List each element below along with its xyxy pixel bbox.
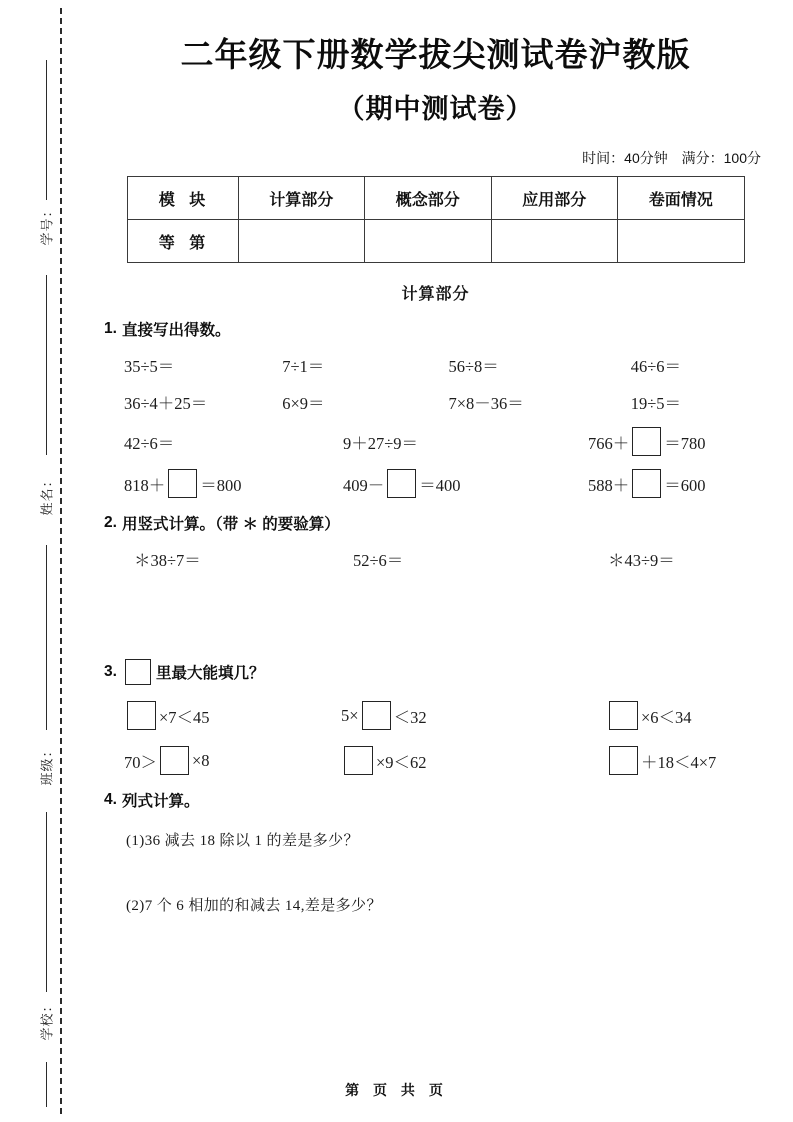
expr-prefix: 818＋ — [124, 475, 166, 495]
exam-meta — [78, 148, 793, 168]
inequality-tail: ×8 — [192, 750, 210, 770]
inequality-head: 5× — [341, 705, 359, 725]
dashed-cut-line — [60, 8, 62, 1114]
inequality-item — [293, 746, 510, 775]
answer-blank-box[interactable] — [609, 746, 638, 775]
exam-total-score: 满分：100分 — [681, 150, 761, 167]
binding-margin-rail — [0, 0, 78, 1122]
rail-solid-segment — [46, 812, 47, 992]
question-1 — [78, 318, 793, 498]
score-table-header-presentation: 卷面情况 — [618, 177, 745, 220]
expr-item-with-blank — [530, 469, 775, 498]
inequality-tail: ×9＜62 — [376, 752, 427, 772]
score-cell-concept[interactable] — [365, 220, 492, 263]
expr-prefix: 588＋ — [588, 475, 630, 495]
question-1-row-3 — [104, 427, 775, 456]
answer-blank-box[interactable] — [344, 746, 373, 775]
expr-item: 46÷6＝ — [630, 357, 682, 377]
answer-blank-box[interactable] — [609, 701, 638, 730]
question-1-row-1 — [104, 353, 775, 377]
expr-item: 56÷8＝ — [448, 357, 499, 377]
page-footer: 第 页 共 页 — [345, 1082, 448, 1098]
page-subtitle: （期中测试卷） — [337, 94, 534, 125]
expr-item: 36÷4＋25＝ — [124, 394, 208, 414]
score-table-header-concept: 概念部分 — [365, 177, 492, 220]
rail-solid-segment — [46, 545, 47, 730]
exam-sheet — [78, 0, 793, 1122]
page-title-block — [78, 34, 793, 126]
question-1-row-2 — [104, 390, 775, 414]
question-3-number: 3. — [104, 663, 117, 681]
question-4-stem — [104, 789, 775, 811]
expr-prefix: 766＋ — [588, 433, 630, 453]
field-label-class: 班级： — [39, 743, 55, 786]
question-4-number: 4. — [104, 791, 117, 809]
score-table-row-label-grade: 等 第 — [127, 220, 238, 263]
table-row-grade — [127, 220, 744, 263]
page-title: 二年级下册数学拔尖测试卷沪教版 — [180, 36, 691, 73]
score-table-header-module: 模 块 — [127, 177, 238, 220]
score-cell-calculation[interactable] — [238, 220, 365, 263]
answer-blank-box[interactable] — [632, 427, 661, 456]
answer-blank-box[interactable] — [160, 746, 189, 775]
expr-suffix: ＝400 — [419, 475, 461, 495]
inequality-item — [124, 701, 293, 730]
inequality-tail: ＜32 — [393, 707, 427, 727]
expr-item-with-blank — [311, 469, 530, 498]
inequality-item — [510, 746, 775, 775]
expr-item: 19÷5＝ — [630, 394, 682, 414]
inequality-item — [124, 746, 293, 775]
question-4-sub-2: (2)7 个 6 相加的和减去 14,差是多少？ — [126, 898, 382, 915]
expr-item: 6×9＝ — [282, 394, 325, 414]
expr-item: 52÷6＝ — [353, 551, 404, 571]
inequality-head: 70＞ — [124, 752, 157, 772]
expr-item: 35÷5＝ — [124, 357, 175, 377]
inequality-tail: ×7＜45 — [159, 707, 210, 727]
score-table-header-application: 应用部分 — [491, 177, 618, 220]
question-3-stem — [104, 659, 775, 685]
expr-suffix: ＝800 — [200, 475, 242, 495]
question-1-row-4 — [104, 469, 775, 498]
question-2-stem — [104, 512, 775, 534]
score-cell-application[interactable] — [491, 220, 618, 263]
question-2 — [78, 512, 793, 645]
expr-item-with-blank — [124, 469, 311, 498]
score-table — [127, 176, 745, 263]
question-1-text: 直接写出得数。 — [121, 322, 231, 340]
exam-duration: 时间：40分钟 — [582, 150, 668, 167]
expr-suffix: ＝780 — [664, 433, 706, 453]
question-2-number: 2. — [104, 514, 117, 532]
answer-blank-box[interactable] — [632, 469, 661, 498]
answer-blank-box[interactable] — [362, 701, 391, 730]
question-2-row — [104, 547, 775, 571]
question-2-text: 用竖式计算。（带 ＊ 的要验算） — [121, 516, 340, 534]
inequality-item — [293, 701, 510, 730]
section-title-calculation: 计算部分 — [401, 286, 470, 304]
answer-blank-box[interactable] — [168, 469, 197, 498]
question-2-work-area[interactable] — [104, 571, 775, 645]
expr-prefix: 409－ — [343, 475, 385, 495]
field-label-name: 姓名： — [39, 473, 55, 516]
score-table-wrap — [127, 176, 745, 263]
rail-solid-segment — [46, 275, 47, 455]
question-4-sub-1: (1)36 减去 18 除以 1 的差是多少？ — [126, 833, 359, 850]
question-3-row-1 — [104, 701, 775, 730]
table-row-headers — [127, 177, 744, 220]
question-4 — [78, 789, 793, 927]
question-3-text: 里最大能填几？ — [155, 665, 265, 683]
question-4-text: 列式计算。 — [121, 793, 200, 811]
inequality-tail: ×6＜34 — [641, 707, 692, 727]
answer-blank-box[interactable] — [127, 701, 156, 730]
score-cell-presentation[interactable] — [618, 220, 745, 263]
inequality-item — [510, 701, 775, 730]
question-1-number: 1. — [104, 320, 117, 338]
field-label-school: 学校： — [39, 998, 55, 1041]
stem-blank-box — [125, 659, 151, 685]
rail-solid-segment — [46, 60, 47, 200]
question-3 — [78, 659, 793, 775]
expr-item: 7÷1＝ — [282, 357, 325, 377]
question-4-work-area[interactable] — [104, 915, 775, 927]
expr-item: ＊43÷9＝ — [608, 551, 675, 571]
expr-item: 9＋27÷9＝ — [343, 433, 419, 453]
expr-suffix: ＝600 — [664, 475, 706, 495]
field-label-student-id: 学号： — [39, 203, 55, 246]
question-3-row-2 — [104, 746, 775, 775]
expr-item: 42÷6＝ — [124, 433, 175, 453]
expr-item: ＊38÷7＝ — [134, 551, 201, 571]
expr-item: 7×8－36＝ — [448, 394, 524, 414]
expr-item-with-blank — [530, 427, 775, 456]
answer-blank-box[interactable] — [387, 469, 416, 498]
question-1-stem — [104, 318, 775, 340]
score-table-header-calculation: 计算部分 — [238, 177, 365, 220]
inequality-tail: ＋18＜4×7 — [641, 752, 717, 772]
